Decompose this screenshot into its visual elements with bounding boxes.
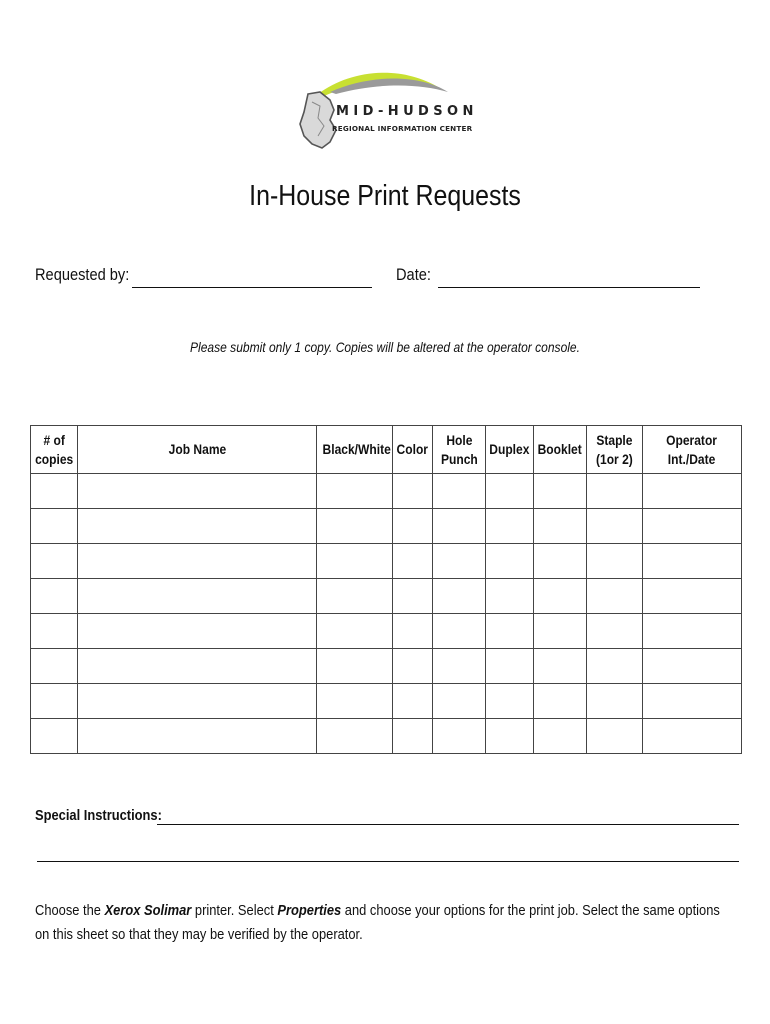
table-cell[interactable] (393, 579, 433, 614)
table-cell[interactable] (78, 474, 317, 509)
table-cell[interactable] (317, 509, 393, 544)
table-cell[interactable] (643, 509, 742, 544)
table-cell[interactable] (78, 719, 317, 754)
footer-instructions: Choose the Xerox Solimar printer. Select Properties and choose your options for the print job. Select the same options on this sheet so that they may be verified by the operator. (35, 902, 720, 943)
table-cell[interactable] (643, 579, 742, 614)
table-cell[interactable] (433, 544, 486, 579)
table-cell[interactable] (78, 509, 317, 544)
table-cell[interactable] (587, 474, 643, 509)
table-row (31, 509, 742, 544)
table-cell[interactable] (643, 684, 742, 719)
header-staple: Staple (1or 2) (587, 426, 643, 474)
table-cell[interactable] (534, 649, 587, 684)
table-cell[interactable] (31, 579, 78, 614)
table-cell[interactable] (78, 544, 317, 579)
table-cell[interactable] (534, 614, 587, 649)
table-cell[interactable] (433, 579, 486, 614)
table-cell[interactable] (486, 719, 534, 754)
table-cell[interactable] (31, 719, 78, 754)
table-cell[interactable] (31, 509, 78, 544)
table-cell[interactable] (393, 474, 433, 509)
header-hole-punch: Hole Punch (433, 426, 486, 474)
header-booklet: Booklet (534, 426, 587, 474)
table-cell[interactable] (486, 649, 534, 684)
table-cell[interactable] (317, 579, 393, 614)
print-request-table (30, 425, 742, 754)
table-cell[interactable] (31, 544, 78, 579)
table-cell[interactable] (31, 684, 78, 719)
table-cell[interactable] (587, 579, 643, 614)
submission-note: Please submit only 1 copy. Copies will be altered at the operator console. (190, 339, 580, 355)
table-cell[interactable] (393, 719, 433, 754)
table-cell[interactable] (643, 614, 742, 649)
logo-name-line1: MID-HUDSON (336, 104, 478, 119)
table-cell[interactable] (393, 614, 433, 649)
table-row (31, 684, 742, 719)
table-cell[interactable] (433, 614, 486, 649)
table-cell[interactable] (393, 544, 433, 579)
table-cell[interactable] (587, 614, 643, 649)
table-cell[interactable] (31, 474, 78, 509)
requested-by-field[interactable] (132, 287, 372, 288)
table-header-row (31, 426, 742, 474)
table-cell[interactable] (534, 509, 587, 544)
table-cell[interactable] (534, 684, 587, 719)
table-cell[interactable] (393, 509, 433, 544)
table-cell[interactable] (587, 684, 643, 719)
table-cell[interactable] (534, 579, 587, 614)
table-cell[interactable] (78, 579, 317, 614)
table-cell[interactable] (587, 719, 643, 754)
table-cell[interactable] (486, 579, 534, 614)
table-cell[interactable] (78, 614, 317, 649)
table-cell[interactable] (486, 684, 534, 719)
header-copies: # of copies (31, 426, 78, 474)
printer-name: Xerox Solimar (104, 902, 192, 919)
table-row (31, 719, 742, 754)
table-row (31, 579, 742, 614)
requested-by-label: Requested by: (35, 265, 130, 284)
header-color: Color (393, 426, 433, 474)
table-cell[interactable] (486, 509, 534, 544)
table-cell[interactable] (393, 684, 433, 719)
table-cell[interactable] (486, 614, 534, 649)
header-duplex: Duplex (486, 426, 534, 474)
table-cell[interactable] (587, 509, 643, 544)
table-cell[interactable] (643, 719, 742, 754)
table-cell[interactable] (31, 649, 78, 684)
special-instructions-label: Special Instructions: (35, 807, 162, 824)
logo-name-line2: REGIONAL INFORMATION CENTER (332, 124, 473, 133)
special-instructions-field-1[interactable] (157, 824, 739, 825)
special-instructions-field-2[interactable] (37, 861, 739, 862)
table-cell[interactable] (534, 474, 587, 509)
table-cell[interactable] (587, 544, 643, 579)
page-title: In-House Print Requests (249, 180, 521, 212)
table-row (31, 474, 742, 509)
table-cell[interactable] (643, 649, 742, 684)
table-cell[interactable] (393, 649, 433, 684)
table-row (31, 544, 742, 579)
table-cell[interactable] (317, 684, 393, 719)
table-cell[interactable] (78, 684, 317, 719)
table-cell[interactable] (317, 474, 393, 509)
table-cell[interactable] (643, 474, 742, 509)
table-cell[interactable] (643, 544, 742, 579)
table-row (31, 614, 742, 649)
table-cell[interactable] (317, 544, 393, 579)
table-cell[interactable] (31, 614, 78, 649)
date-field[interactable] (438, 287, 700, 288)
table-cell[interactable] (317, 649, 393, 684)
table-cell[interactable] (534, 719, 587, 754)
header-job-name: Job Name (78, 426, 317, 474)
table-cell[interactable] (486, 544, 534, 579)
table-cell[interactable] (433, 684, 486, 719)
table-cell[interactable] (534, 544, 587, 579)
table-cell[interactable] (433, 509, 486, 544)
properties-term: Properties (277, 902, 342, 919)
table-cell[interactable] (433, 719, 486, 754)
table-cell[interactable] (317, 719, 393, 754)
table-cell[interactable] (486, 474, 534, 509)
date-label: Date: (396, 265, 431, 284)
header-operator: Operator Int./Date (643, 426, 742, 474)
table-cell[interactable] (433, 474, 486, 509)
table-cell[interactable] (587, 649, 643, 684)
table-cell[interactable] (317, 614, 393, 649)
table-row (31, 649, 742, 684)
table-cell[interactable] (78, 649, 317, 684)
table-cell[interactable] (433, 649, 486, 684)
header-black-white: Black/White (317, 426, 393, 474)
